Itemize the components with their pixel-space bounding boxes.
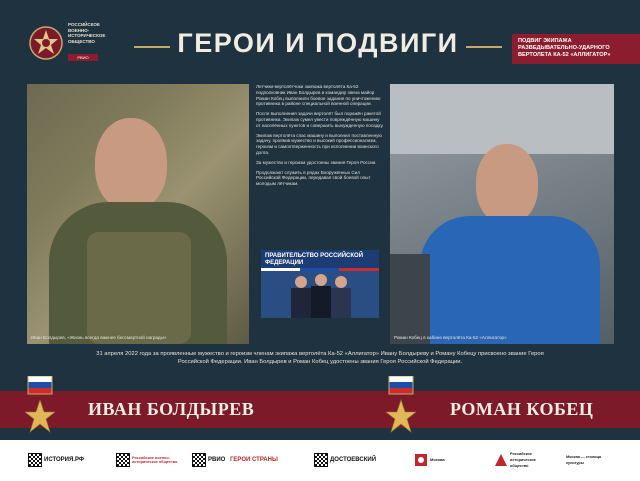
rio-emblem-icon bbox=[494, 453, 508, 467]
qr-code-icon bbox=[314, 453, 328, 467]
qr-code-icon bbox=[28, 453, 42, 467]
award-ceremony-photo bbox=[261, 250, 379, 318]
partner-logo[interactable] bbox=[192, 451, 225, 469]
partner-logo[interactable] bbox=[566, 451, 610, 469]
partners-footer bbox=[0, 440, 640, 481]
partner-label: Москва bbox=[430, 457, 445, 462]
title-line-left bbox=[134, 46, 170, 48]
flag-strip bbox=[261, 268, 379, 271]
partner-logo[interactable] bbox=[230, 451, 278, 469]
cockpit-panel bbox=[390, 254, 430, 344]
portrait-body-armor bbox=[87, 232, 191, 344]
person-body bbox=[291, 288, 311, 318]
partner-label: ДОСТОЕВСКИЙ bbox=[330, 457, 377, 463]
hero-name: ИВАН БОЛДЫРЕВ bbox=[88, 399, 255, 419]
person-head bbox=[315, 274, 327, 286]
person-head bbox=[335, 276, 347, 288]
partner-label: Российское военно-историческое общество bbox=[132, 455, 178, 464]
story-paragraph: Экипаж вертолёта спас машину и выполнил поставленную задачу, проявив мужество и высокий профессионализм, героизм и самоотверженность при исполнении воинского долга. bbox=[256, 132, 382, 155]
hero-name-bar-right bbox=[320, 391, 640, 428]
qr-code-icon bbox=[192, 453, 206, 467]
partner-logo[interactable] bbox=[314, 451, 376, 469]
portrait-roman-kobets bbox=[390, 84, 614, 344]
story-paragraph: Продолжают служить в рядах Вооружённых Сил Российской Федерации, передавая свой боевой опыт молодым лётчикам. bbox=[256, 169, 371, 187]
hero-star-medal-icon bbox=[25, 376, 55, 438]
story-column bbox=[256, 84, 384, 346]
title-line-right bbox=[466, 46, 502, 48]
partner-label: РВИО bbox=[208, 457, 226, 463]
story-paragraph: После выполнения задачи вертолёт был поражён ракетой противника. Экипаж сумел увести повреждённую машину от населённых пунктов и совершить вынужденную посадку. bbox=[256, 111, 384, 128]
hero-star-medal-icon bbox=[386, 376, 416, 438]
person-body bbox=[331, 288, 351, 318]
left-photo-caption: Иван Болдырев, «Жизнь всегда важнее бессмертной награды» bbox=[31, 335, 167, 340]
partner-logo[interactable] bbox=[494, 451, 550, 469]
person-body bbox=[311, 286, 331, 318]
partner-label: Москва — столица культуры bbox=[566, 455, 602, 465]
partner-logo[interactable] bbox=[28, 451, 84, 469]
partner-label: ИСТОРИЯ.РФ bbox=[44, 457, 85, 463]
feat-badge: ПОДВИГ ЭКИПАЖА РАЗВЕДЫВАТЕЛЬНО-УДАРНОГО ВЕРТОЛЕТА КА-52 «АЛЛИГАТОР» bbox=[512, 34, 640, 64]
portrait-ivan-boldyrev bbox=[27, 84, 249, 344]
page-title: ГЕРОИ И ПОДВИГИ bbox=[177, 28, 459, 58]
partner-logo[interactable] bbox=[116, 451, 182, 469]
flight-suit bbox=[420, 216, 600, 344]
moscow-crest-icon bbox=[414, 453, 428, 467]
portrait-head bbox=[476, 144, 538, 224]
government-banner: ПРАВИТЕЛЬСТВО РОССИЙСКОЙ ФЕДЕРАЦИИ bbox=[261, 250, 379, 268]
story-paragraph: За мужество и героизм удостоены звания Героя России. bbox=[256, 159, 377, 165]
org-name: РОССИЙСКОЕ ВОЕННО-ИСТОРИЧЕСКОЕ ОБЩЕСТВО bbox=[68, 22, 106, 44]
partner-label: ГЕРОИ СТРАНЫ bbox=[230, 457, 278, 463]
portrait-head bbox=[95, 118, 167, 210]
right-photo-caption: Роман Кобец в кабине вертолёта Ка-52 «Аллигатор» bbox=[394, 335, 507, 340]
summary-text: 31 апреля 2022 года за проявленные мужество и героизм членам экипажа вертолёта Ка-52 «Аллигатор» Ивану Болдыреву и Роману Кобецу присвоено звание Героя Российской Федерации. Иван Болдырев и Роман Кобец удостоены звания Героя Российской Федерации. bbox=[96, 351, 544, 365]
rvio-emblem-icon bbox=[28, 24, 64, 62]
org-tag: РВИО bbox=[68, 54, 98, 61]
header bbox=[0, 0, 640, 82]
qr-code-icon bbox=[116, 453, 130, 467]
partner-logo[interactable] bbox=[414, 451, 464, 469]
person-head bbox=[295, 276, 307, 288]
story-paragraph: Летчики-вертолётчики экипажа вертолёта Ка-52 подполковник Иван Болдырев и командир звена майор Роман Кобец выполнили боевое задание по уничтожению противника в районе специальной военной операции. bbox=[256, 84, 381, 107]
hero-name: РОМАН КОБЕЦ bbox=[450, 399, 594, 419]
partner-label: Российское историческое общество bbox=[510, 452, 536, 468]
